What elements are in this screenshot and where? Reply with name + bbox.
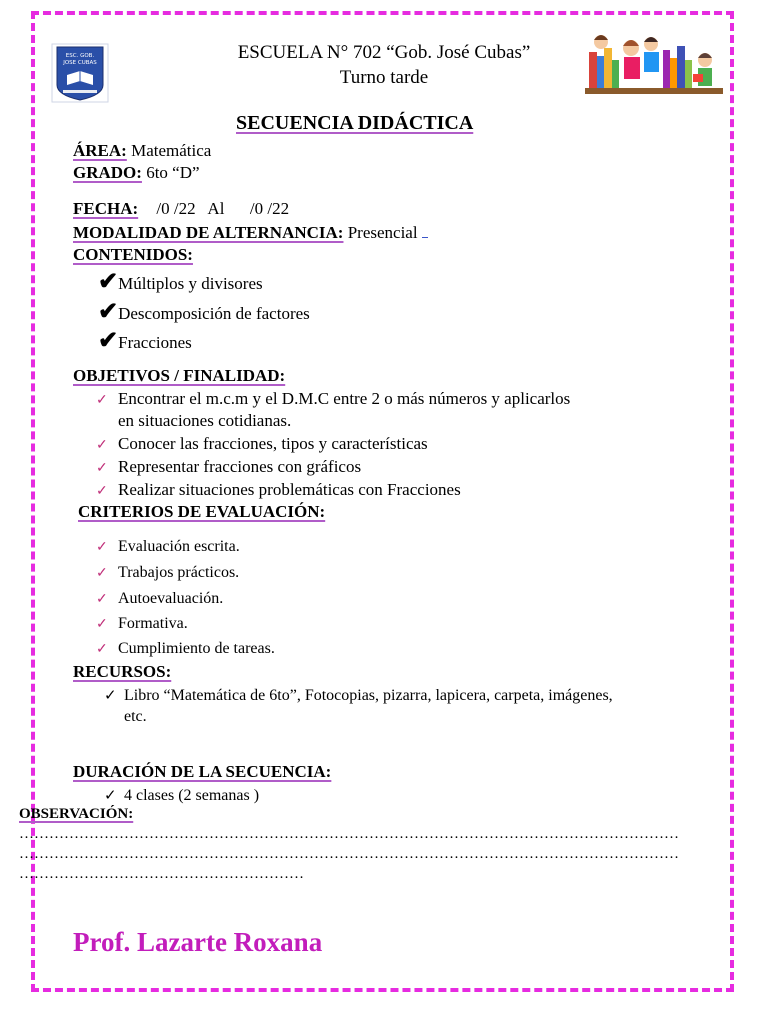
area-label: ÁREA: (73, 141, 127, 160)
modalidad-value: Presencial (343, 223, 418, 242)
duracion-item (104, 786, 259, 805)
recursos-text: Libro “Matemática de 6to”, Fotocopias, pizarra, lapicera, carpeta, imágenes, (124, 687, 613, 704)
contenido-item (98, 300, 310, 324)
recursos-label: RECURSOS: (73, 662, 172, 681)
check-icon: ✓ (96, 540, 108, 555)
recursos-item (104, 686, 613, 705)
check-icon: ✓ (96, 461, 108, 476)
blank-underline (422, 237, 428, 238)
check-icon: ✓ (96, 642, 108, 657)
observacion-label: OBSERVACIÓN: (19, 806, 134, 822)
svg-text:ESC. GOB.: ESC. GOB. (65, 53, 95, 59)
teacher-signature: Prof. Lazarte Roxana (73, 927, 323, 957)
objetivo-text: Representar fracciones con gráficos (118, 457, 362, 476)
grado-row (73, 163, 200, 183)
contenido-item (98, 329, 192, 353)
criterio-item (96, 640, 275, 658)
check-icon: ✓ (104, 688, 117, 704)
objetivo-item (96, 434, 428, 454)
objetivo-continuation: en situaciones cotidianas. (118, 411, 292, 430)
check-icon: ✓ (96, 484, 108, 499)
fecha-label: FECHA: (73, 199, 139, 218)
check-icon: ✓ (104, 788, 117, 804)
check-icon: ✓ (96, 438, 108, 453)
objetivo-item (96, 480, 461, 500)
grado-label: GRADO: (73, 163, 142, 182)
contenido-text: Fracciones (118, 333, 192, 352)
objetivos-label: OBJETIVOS / FINALIDAD: (73, 366, 286, 385)
criterio-text: Formativa. (118, 615, 188, 632)
criterio-item (96, 590, 223, 608)
criterio-text: Autoevaluación. (118, 590, 224, 607)
criterio-item (96, 615, 188, 633)
contenido-text: Descomposición de factores (118, 304, 310, 323)
area-value: Matemática (126, 141, 212, 160)
contenido-item (98, 270, 263, 294)
modalidad-label: MODALIDAD DE ALTERNANCIA: (73, 223, 344, 242)
check-icon: ✔ (98, 299, 119, 325)
observacion-line: ………………………………………………… (19, 866, 304, 882)
modalidad-row (73, 223, 428, 243)
contenidos-label: CONTENIDOS: (73, 245, 193, 264)
grado-value: 6to “D” (141, 163, 200, 182)
criterios-label: CRITERIOS DE EVALUACIÓN: (78, 502, 326, 521)
check-icon: ✓ (96, 393, 108, 408)
contenido-text: Múltiplos y divisores (118, 274, 263, 293)
fecha-value: /0 /22 Al /0 /22 (156, 199, 290, 218)
check-icon: ✓ (96, 566, 108, 581)
svg-text:JOSE CUBAS: JOSE CUBAS (63, 60, 97, 66)
criterio-text: Trabajos prácticos. (118, 564, 240, 581)
objetivo-text: Conocer las fracciones, tipos y características (118, 434, 428, 453)
objetivo-item (96, 389, 570, 409)
fecha-row (73, 199, 289, 219)
check-icon: ✓ (96, 592, 108, 607)
objetivo-item (96, 457, 361, 477)
criterio-text: Evaluación escrita. (118, 538, 240, 555)
duracion-label: DURACIÓN DE LA SECUENCIA: (73, 762, 332, 781)
document-title: SECUENCIA DIDÁCTICA (236, 112, 474, 134)
check-icon: ✓ (96, 617, 108, 632)
check-icon: ✔ (98, 328, 119, 354)
criterio-text: Cumplimiento de tareas. (118, 640, 275, 657)
objetivo-text: Encontrar el m.c.m y el D.M.C entre 2 o más números y aplicarlos (118, 389, 571, 408)
observacion-line: …………………………………………………………………………………………………………………… (19, 846, 679, 862)
duracion-text: 4 clases (2 semanas ) (124, 787, 260, 804)
recursos-continuation: etc. (124, 708, 147, 725)
school-name: ESCUELA N° 702 “Gob. José Cubas” (237, 42, 531, 63)
check-icon: ✔ (98, 269, 119, 295)
criterio-item (96, 564, 239, 582)
criterio-item (96, 538, 240, 556)
observacion-line: …………………………………………………………………………………………………………………… (19, 826, 679, 842)
school-shift: Turno tarde (339, 67, 429, 88)
objetivo-text: Realizar situaciones problemáticas con Fracciones (118, 480, 461, 499)
area-row (73, 141, 211, 161)
